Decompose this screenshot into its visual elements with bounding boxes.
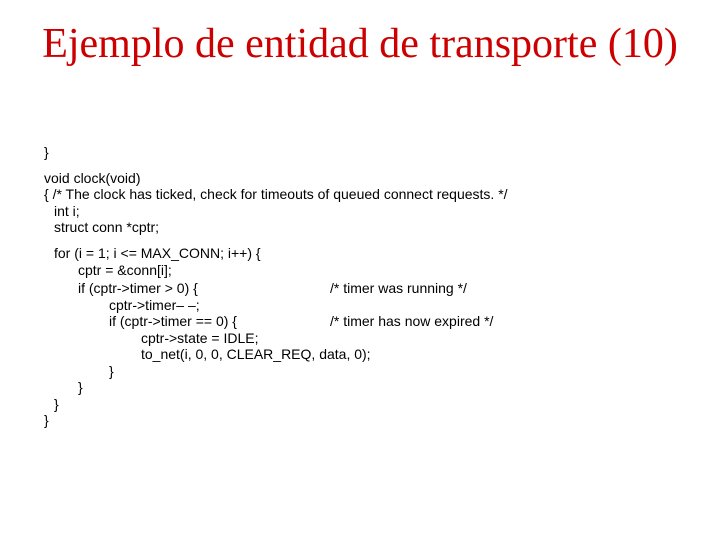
code-line-close-for: } bbox=[54, 396, 59, 412]
code-line-int-i: int i; bbox=[54, 203, 80, 219]
code-line-clock-signature: void clock(void) bbox=[44, 170, 141, 186]
code-line-to-net-call: to_net(i, 0, 0, CLEAR_REQ, data, 0); bbox=[141, 346, 371, 362]
code-line-timer-decrement: cptr->timer– –; bbox=[109, 297, 200, 313]
code-line-clock-open-comment: { /* The clock has ticked, check for timeouts of queued connect requests. */ bbox=[44, 186, 508, 202]
code-line-close-if-running: } bbox=[78, 379, 83, 395]
code-line-close-if-expired: } bbox=[109, 363, 114, 379]
code-line-struct-conn: struct conn *cptr; bbox=[54, 219, 160, 235]
code-line-close-clock: } bbox=[44, 412, 49, 428]
code-line-cptr-assign: cptr = &conn[i]; bbox=[78, 262, 172, 278]
code-line-for-loop: for (i = 1; i <= MAX_CONN; i++) { bbox=[54, 245, 261, 261]
slide-title: Ejemplo de entidad de transporte (10) bbox=[42, 21, 678, 67]
code-line-close-brace: } bbox=[44, 144, 49, 160]
code-comment-timer-expired: /* timer has now expired */ bbox=[330, 313, 494, 329]
code-line-if-timer-expired: if (cptr->timer == 0) { bbox=[109, 313, 237, 329]
code-comment-timer-running: /* timer was running */ bbox=[330, 280, 467, 296]
code-line-state-idle: cptr->state = IDLE; bbox=[141, 330, 259, 346]
code-line-if-timer-running: if (cptr->timer > 0) { bbox=[78, 280, 198, 296]
